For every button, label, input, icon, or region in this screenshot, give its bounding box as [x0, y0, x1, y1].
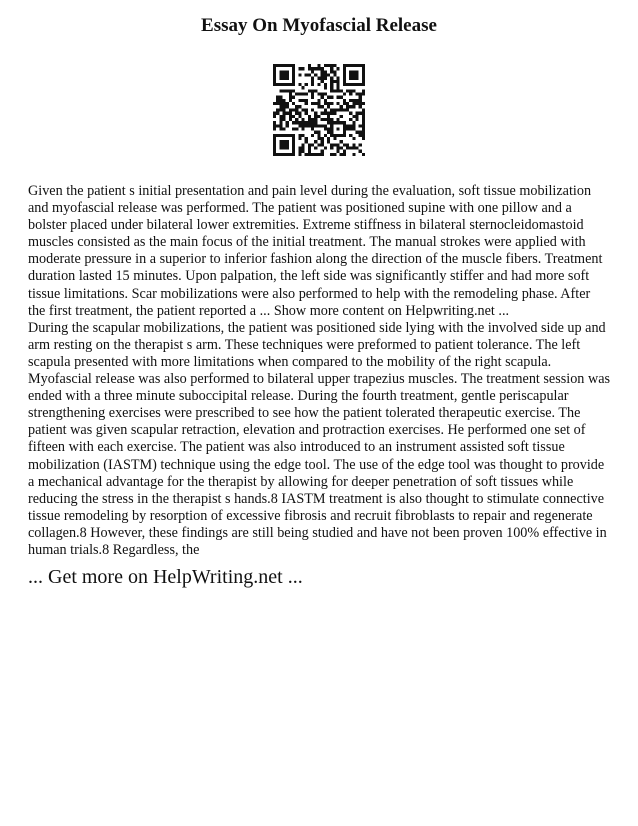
paragraph-1: Given the patient s initial presentation and pain level during the evaluation, soft tissue mobilization and myofascial release was performed. The patient was positioned supine with one pillow and a bolster placed under bilateral lower extremities. Extreme stiffness in bilateral sternocleidomastoid muscles consisted as the main focus of the initial treatment. The manual strokes were applied with moderate pressure in a superior to inferior fashion along the direction of the muscle fibers. Treatment duration lasted 15 minutes. Upon palpation, the left side was significantly stiffer and had more soft tissue limitations. Scar mobilizations were also performed to help with the remodeling phase. After the first treatment, the patient reported a ... Show more content on Helpwriting.net ...	[28, 183, 603, 319]
paragraph-2: During the scapular mobilizations, the patient was positioned side lying with the involved side up and arm resting on the therapist s arm. These techniques were preformed to patient tolerance. The left scapula presented with more limitations when compared to the mobility of the right scapula. Myofascial release was also performed to bilateral upper trapezius muscles. The treatment session was ended with a three minute suboccipital release. During the fourth treatment, gentle periscapular strengthening exercises were prescribed to see how the patient tolerated therapeutic exercise. The patient was given scapular retraction, elevation and protraction exercises. He performed one set of fifteen with each exercise. The patient was also introduced to an instrument assisted soft tissue mobilization (IASTM) technique using the edge tool. The use of the edge tool was thought to provide a mechanical advantage for the therapist by allowing for deeper penetration of soft tissues while reducing the stress in the therapist s hands.8 IASTM treatment is also thought to stimulate connective tissue remodeling by resorption of excessive fibrosis and recruit fibroblasts to repair and regenerate collagen.8 However, these findings are still being studied and have not been proven 100% effective in human trials.8 Regardless, the	[28, 319, 611, 558]
page-title: Essay On Myofascial Release	[201, 15, 437, 36]
essay-body	[28, 183, 611, 559]
get-more-link[interactable]: ... Get more on HelpWriting.net ...	[28, 566, 303, 588]
qr-code	[273, 64, 365, 156]
